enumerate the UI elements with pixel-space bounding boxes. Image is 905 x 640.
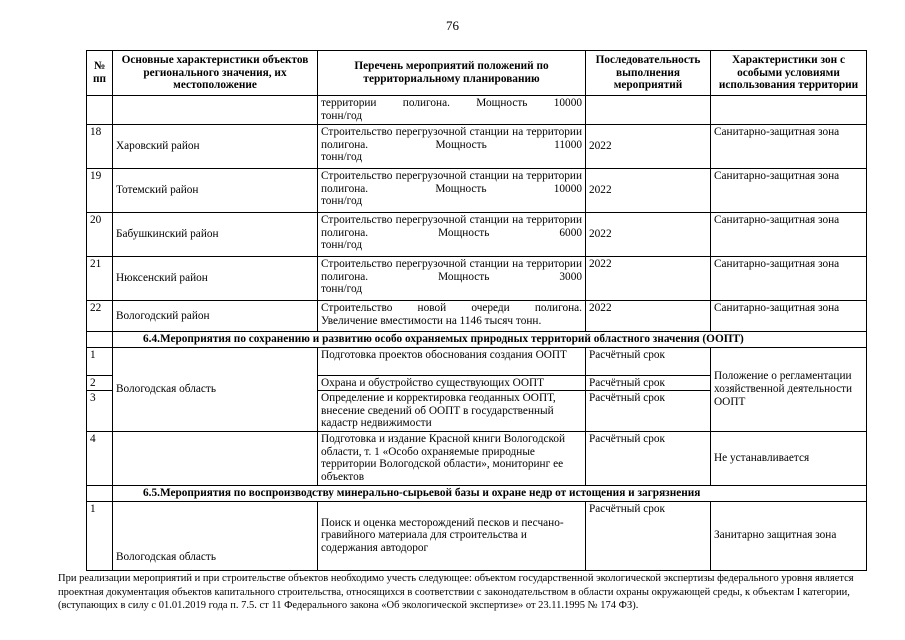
row-zone: Занитарно защитная зона [711,501,867,570]
row-district: Вологодская область [113,501,318,570]
table-row [87,96,867,125]
header-num: № пп [87,51,113,96]
row-term: Расчётный срок [586,431,711,485]
row-measure: Строительство перегрузочной станции на территории полигона. Мощность 6000 тонн/год [318,213,586,257]
row-measure: Определение и корректировка геоданных ООПТ, внесение сведений об ООПТ в государственный кадастр недвижимости [318,391,586,432]
header-sequence: Последовательность выполнения мероприятий [586,51,711,96]
header-zones: Характеристики зон с особыми условиями использования территории [711,51,867,96]
row-term: Расчётный срок [586,391,711,432]
row-num: 19 [87,169,113,213]
row-district: Харовский район [113,125,318,169]
row-year [586,96,711,125]
row-measure: Подготовка и издание Красной книги Вологодской области, т. 1 «Особо охраняемые природные территории Вологодской области», мониторинг ее объектов [318,431,586,485]
row-measure: Строительство новой очереди полигона. Увеличение вместимости на 1146 тысяч тонн. [318,301,586,332]
row-year: 2022 [586,257,711,301]
row-num: 18 [87,125,113,169]
table-row [87,125,867,169]
row-measure: Охрана и обустройство существующих ООПТ [318,375,586,391]
row-measure: территории полигона. Мощность 10000 тонн/год [318,96,586,125]
section-title: 6.5.Мероприятия по воспроизводству минерально-сырьевой базы и охране недр от истощения и загрязнения [113,485,867,501]
measures-table [86,50,867,571]
row-zone: Санитарно-защитная зона [711,213,867,257]
table-row [87,347,867,375]
row-num: 20 [87,213,113,257]
row-num: 4 [87,431,113,485]
row-zone: Не устанавливается [711,431,867,485]
row-measure: Строительство перегрузочной станции на территории полигона. Мощность 10000 тонн/год [318,169,586,213]
row-num: 22 [87,301,113,332]
row-zone: Санитарно-защитная зона [711,301,867,332]
row-district: Бабушкинский район [113,213,318,257]
row-zone: Санитарно-защитная зона [711,257,867,301]
table-row [87,213,867,257]
row-term: Расчётный срок [586,501,711,570]
row-num: 21 [87,257,113,301]
row-zone: Положение о регламентации хозяйственной деятельности ООПТ [711,347,867,431]
row-measure: Поиск и оценка месторождений песков и песчано-гравийного материала для строительства и содержания автодорог [318,501,586,570]
row-num: 3 [87,391,113,432]
row-num: 1 [87,501,113,570]
row-region: Вологодская область [113,347,318,431]
row-num: 1 [87,347,113,375]
table-row [87,501,867,570]
row-num [87,96,113,125]
row-measure: Строительство перегрузочной станции на территории полигона. Мощность 3000 тонн/год [318,257,586,301]
table-row [87,301,867,332]
row-year: 2022 [586,213,711,257]
row-measure: Подготовка проектов обоснования создания ООПТ [318,347,586,375]
section-row [87,332,867,348]
row-district: Вологодский район [113,301,318,332]
row-zone: Санитарно-защитная зона [711,125,867,169]
row-district: Нюксенский район [113,257,318,301]
table-row [87,431,867,485]
row-district [113,96,318,125]
row-year: 2022 [586,125,711,169]
table-row [87,169,867,213]
row-year: 2022 [586,301,711,332]
row-zone [711,96,867,125]
row-measure: Строительство перегрузочной станции на территории полигона. Мощность 11000 тонн/год [318,125,586,169]
header-measures: Перечень мероприятий положений по территориальному планированию [318,51,586,96]
row-district: Тотемский район [113,169,318,213]
row-year: 2022 [586,169,711,213]
row-term: Расчётный срок [586,347,711,375]
table-row [87,257,867,301]
footnote: При реализации мероприятий и при строительстве объектов необходимо учесть следующее: объектом государственной экологической экспертизы федерального уровня является проектная документация объектов капитального строительства, относящихся в соответствии с законодательством в области охраны окружающей среды, к объектам I категории, (вступающих в силу с 01.01.2019 года п. 7.5. ст 11 Федерального закона «Об экологической экспертизе» от 23.11.1995 № 174 ФЗ). [58,573,854,611]
section-title: 6.4.Мероприятия по сохранению и развитию особо охраняемых природных территорий областного значения (ООПТ) [113,332,867,348]
header-characteristics: Основные характеристики объектов регионального значения, их местоположение [113,51,318,96]
row-term: Расчётный срок [586,375,711,391]
section-row [87,485,867,501]
row-num: 2 [87,375,113,391]
row-zone: Санитарно-защитная зона [711,169,867,213]
page-number: 76 [446,18,459,33]
